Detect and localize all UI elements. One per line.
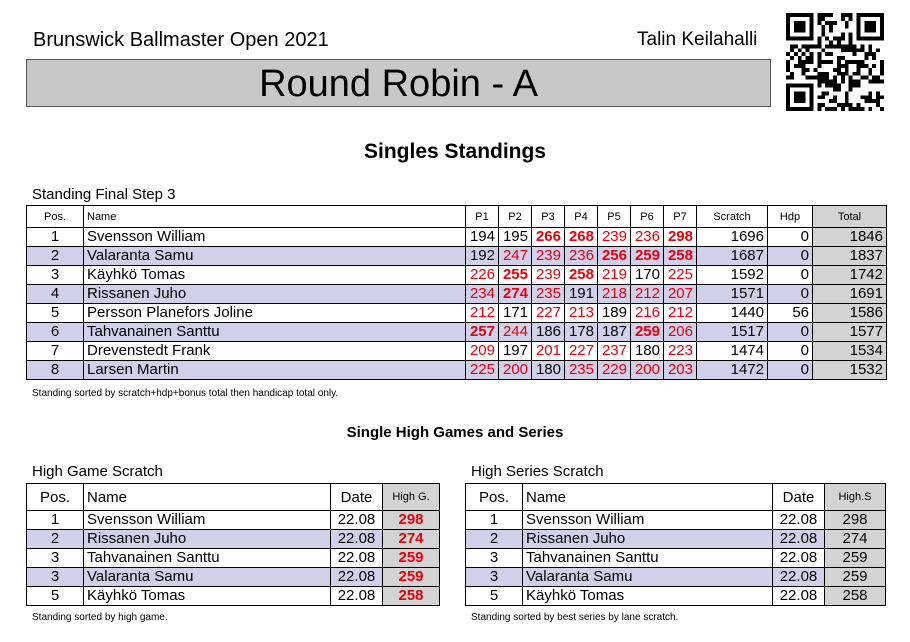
table-row [466,549,886,568]
game-score-cell: 235 [532,285,565,304]
game-score-cell: 212 [664,304,697,323]
game-score-cell: 236 [565,247,598,266]
game-score-cell: 180 [631,342,664,361]
col-header-p7: P7 [664,206,697,228]
high-series-caption: High Series Scratch [471,463,604,480]
position-cell: 5 [27,304,84,323]
col-header-p4: P4 [565,206,598,228]
position-cell: 4 [27,285,84,304]
game-score-cell: 212 [631,285,664,304]
game-score-cell: 298 [664,228,697,247]
col-header-p2: P2 [499,206,532,228]
position-cell: 3 [27,549,84,568]
standings-note: Standing sorted by scratch+hdp+bonus total then handicap total only. [32,388,339,399]
hs-col-date: Date [773,484,825,511]
game-score-cell: 191 [565,285,598,304]
game-score-cell: 189 [598,304,631,323]
standings-header-row [27,206,887,228]
game-score-cell: 234 [466,285,499,304]
col-header-total: Total [813,206,887,228]
scratch-cell: 1474 [697,342,768,361]
game-score-cell: 258 [664,247,697,266]
standings-table [26,205,887,380]
hg-col-date: Date [331,484,383,511]
game-score-cell: 225 [664,266,697,285]
position-cell: 5 [27,587,84,606]
high-game-note: Standing sorted by high game. [32,612,168,623]
high-value-cell: 259 [825,568,886,587]
high-game-body [27,511,440,606]
qr-code-icon [786,13,884,111]
game-score-cell: 186 [532,323,565,342]
date-cell: 22.08 [331,511,383,530]
game-score-cell: 266 [532,228,565,247]
game-score-cell: 213 [565,304,598,323]
game-score-cell: 171 [499,304,532,323]
table-row [27,285,887,304]
scratch-cell: 1517 [697,323,768,342]
handicap-cell: 56 [768,304,813,323]
date-cell: 22.08 [773,568,825,587]
position-cell: 8 [27,361,84,380]
game-score-cell: 247 [499,247,532,266]
table-row [27,549,440,568]
player-name-cell: Valaranta Samu [523,568,773,587]
game-score-cell: 219 [598,266,631,285]
game-score-cell: 200 [631,361,664,380]
hg-col-high-game: High G. [383,484,440,511]
scratch-cell: 1696 [697,228,768,247]
high-value-cell: 274 [383,530,440,549]
table-row [27,304,887,323]
handicap-cell: 0 [768,342,813,361]
high-game-caption: High Game Scratch [32,463,163,480]
game-score-cell: 229 [598,361,631,380]
scratch-cell: 1571 [697,285,768,304]
game-score-cell: 244 [499,323,532,342]
standings-caption: Standing Final Step 3 [32,186,176,203]
handicap-cell: 0 [768,228,813,247]
player-name-cell: Rissanen Juho [84,285,466,304]
player-name-cell: Tahvanainen Santtu [84,549,331,568]
game-score-cell: 257 [466,323,499,342]
total-cell: 1532 [813,361,887,380]
total-cell: 1586 [813,304,887,323]
total-cell: 1577 [813,323,887,342]
player-name-cell: Drevenstedt Frank [84,342,466,361]
high-section-title: Single High Games and Series [346,424,564,441]
date-cell: 22.08 [773,511,825,530]
game-score-cell: 218 [598,285,631,304]
player-name-cell: Rissanen Juho [523,530,773,549]
position-cell: 1 [27,511,84,530]
game-score-cell: 203 [664,361,697,380]
standings-title: Singles Standings [363,140,547,163]
table-row [466,587,886,606]
high-value-cell: 298 [383,511,440,530]
game-score-cell: 223 [664,342,697,361]
game-score-cell: 187 [598,323,631,342]
scratch-cell: 1472 [697,361,768,380]
game-score-cell: 201 [532,342,565,361]
date-cell: 22.08 [773,530,825,549]
table-row [27,266,887,285]
high-value-cell: 259 [383,549,440,568]
position-cell: 6 [27,323,84,342]
venue-name: Talin Keilahalli [637,29,758,50]
table-row [27,247,887,266]
handicap-cell: 0 [768,361,813,380]
player-name-cell: Larsen Martin [84,361,466,380]
game-score-cell: 236 [631,228,664,247]
table-row [466,568,886,587]
handicap-cell: 0 [768,285,813,304]
game-score-cell: 258 [565,266,598,285]
game-score-cell: 227 [565,342,598,361]
position-cell: 7 [27,342,84,361]
table-row [27,361,887,380]
table-row [466,530,886,549]
handicap-cell: 0 [768,266,813,285]
date-cell: 22.08 [331,568,383,587]
player-name-cell: Persson Planefors Joline [84,304,466,323]
position-cell: 3 [27,568,84,587]
table-row [27,530,440,549]
position-cell: 2 [27,247,84,266]
col-header-hdp: Hdp [768,206,813,228]
high-value-cell: 259 [825,549,886,568]
position-cell: 1 [466,511,523,530]
high-game-table [26,483,440,606]
game-score-cell: 194 [466,228,499,247]
high-value-cell: 274 [825,530,886,549]
game-score-cell: 170 [631,266,664,285]
player-name-cell: Valaranta Samu [84,247,466,266]
player-name-cell: Svensson William [84,228,466,247]
high-value-cell: 259 [383,568,440,587]
col-header-pos: Pos. [27,206,84,228]
game-score-cell: 197 [499,342,532,361]
col-header-p3: P3 [532,206,565,228]
game-score-cell: 195 [499,228,532,247]
col-header-name: Name [84,206,466,228]
total-cell: 1837 [813,247,887,266]
hg-col-name: Name [84,484,331,511]
game-score-cell: 235 [565,361,598,380]
player-name-cell: Tahvanainen Santtu [84,323,466,342]
high-series-header-row [466,484,886,511]
player-name-cell: Svensson William [523,511,773,530]
hs-col-pos: Pos. [466,484,523,511]
hg-col-pos: Pos. [27,484,84,511]
total-cell: 1691 [813,285,887,304]
player-name-cell: Tahvanainen Santtu [523,549,773,568]
round-title: Round Robin - A [259,63,538,105]
scratch-cell: 1687 [697,247,768,266]
table-row [466,511,886,530]
game-score-cell: 239 [532,247,565,266]
game-score-cell: 209 [466,342,499,361]
high-series-table [465,483,886,606]
position-cell: 5 [466,587,523,606]
scratch-cell: 1440 [697,304,768,323]
table-row [27,228,887,247]
player-name-cell: Svensson William [84,511,331,530]
high-value-cell: 258 [825,587,886,606]
player-name-cell: Käyhkö Tomas [84,266,466,285]
player-name-cell: Käyhkö Tomas [523,587,773,606]
game-score-cell: 216 [631,304,664,323]
player-name-cell: Käyhkö Tomas [84,587,331,606]
position-cell: 3 [466,568,523,587]
total-cell: 1846 [813,228,887,247]
standings-body [27,228,887,380]
table-row [27,511,440,530]
game-score-cell: 200 [499,361,532,380]
position-cell: 3 [466,549,523,568]
game-score-cell: 192 [466,247,499,266]
date-cell: 22.08 [331,549,383,568]
game-score-cell: 259 [631,247,664,266]
position-cell: 3 [27,266,84,285]
table-row [27,323,887,342]
player-name-cell: Valaranta Samu [84,568,331,587]
game-score-cell: 207 [664,285,697,304]
handicap-cell: 0 [768,247,813,266]
game-score-cell: 225 [466,361,499,380]
date-cell: 22.08 [773,587,825,606]
hs-col-high-series: High.S [825,484,886,511]
col-header-p5: P5 [598,206,631,228]
col-header-p1: P1 [466,206,499,228]
game-score-cell: 256 [598,247,631,266]
game-score-cell: 206 [664,323,697,342]
game-score-cell: 259 [631,323,664,342]
table-row [27,587,440,606]
game-score-cell: 226 [466,266,499,285]
date-cell: 22.08 [331,530,383,549]
game-score-cell: 178 [565,323,598,342]
table-row [27,342,887,361]
total-cell: 1742 [813,266,887,285]
high-value-cell: 298 [825,511,886,530]
position-cell: 2 [27,530,84,549]
game-score-cell: 274 [499,285,532,304]
game-score-cell: 239 [598,228,631,247]
col-header-p6: P6 [631,206,664,228]
date-cell: 22.08 [331,587,383,606]
position-cell: 1 [27,228,84,247]
date-cell: 22.08 [773,549,825,568]
handicap-cell: 0 [768,323,813,342]
player-name-cell: Rissanen Juho [84,530,331,549]
table-row [27,568,440,587]
high-series-body [466,511,886,606]
position-cell: 2 [466,530,523,549]
high-game-header-row [27,484,440,511]
scratch-cell: 1592 [697,266,768,285]
game-score-cell: 268 [565,228,598,247]
high-value-cell: 258 [383,587,440,606]
game-score-cell: 180 [532,361,565,380]
event-title: Brunswick Ballmaster Open 2021 [33,29,329,51]
game-score-cell: 237 [598,342,631,361]
game-score-cell: 255 [499,266,532,285]
hs-col-name: Name [523,484,773,511]
total-cell: 1534 [813,342,887,361]
game-score-cell: 212 [466,304,499,323]
game-score-cell: 239 [532,266,565,285]
col-header-scratch: Scratch [697,206,768,228]
game-score-cell: 227 [532,304,565,323]
high-series-note: Standing sorted by best series by lane scratch. [471,612,679,623]
